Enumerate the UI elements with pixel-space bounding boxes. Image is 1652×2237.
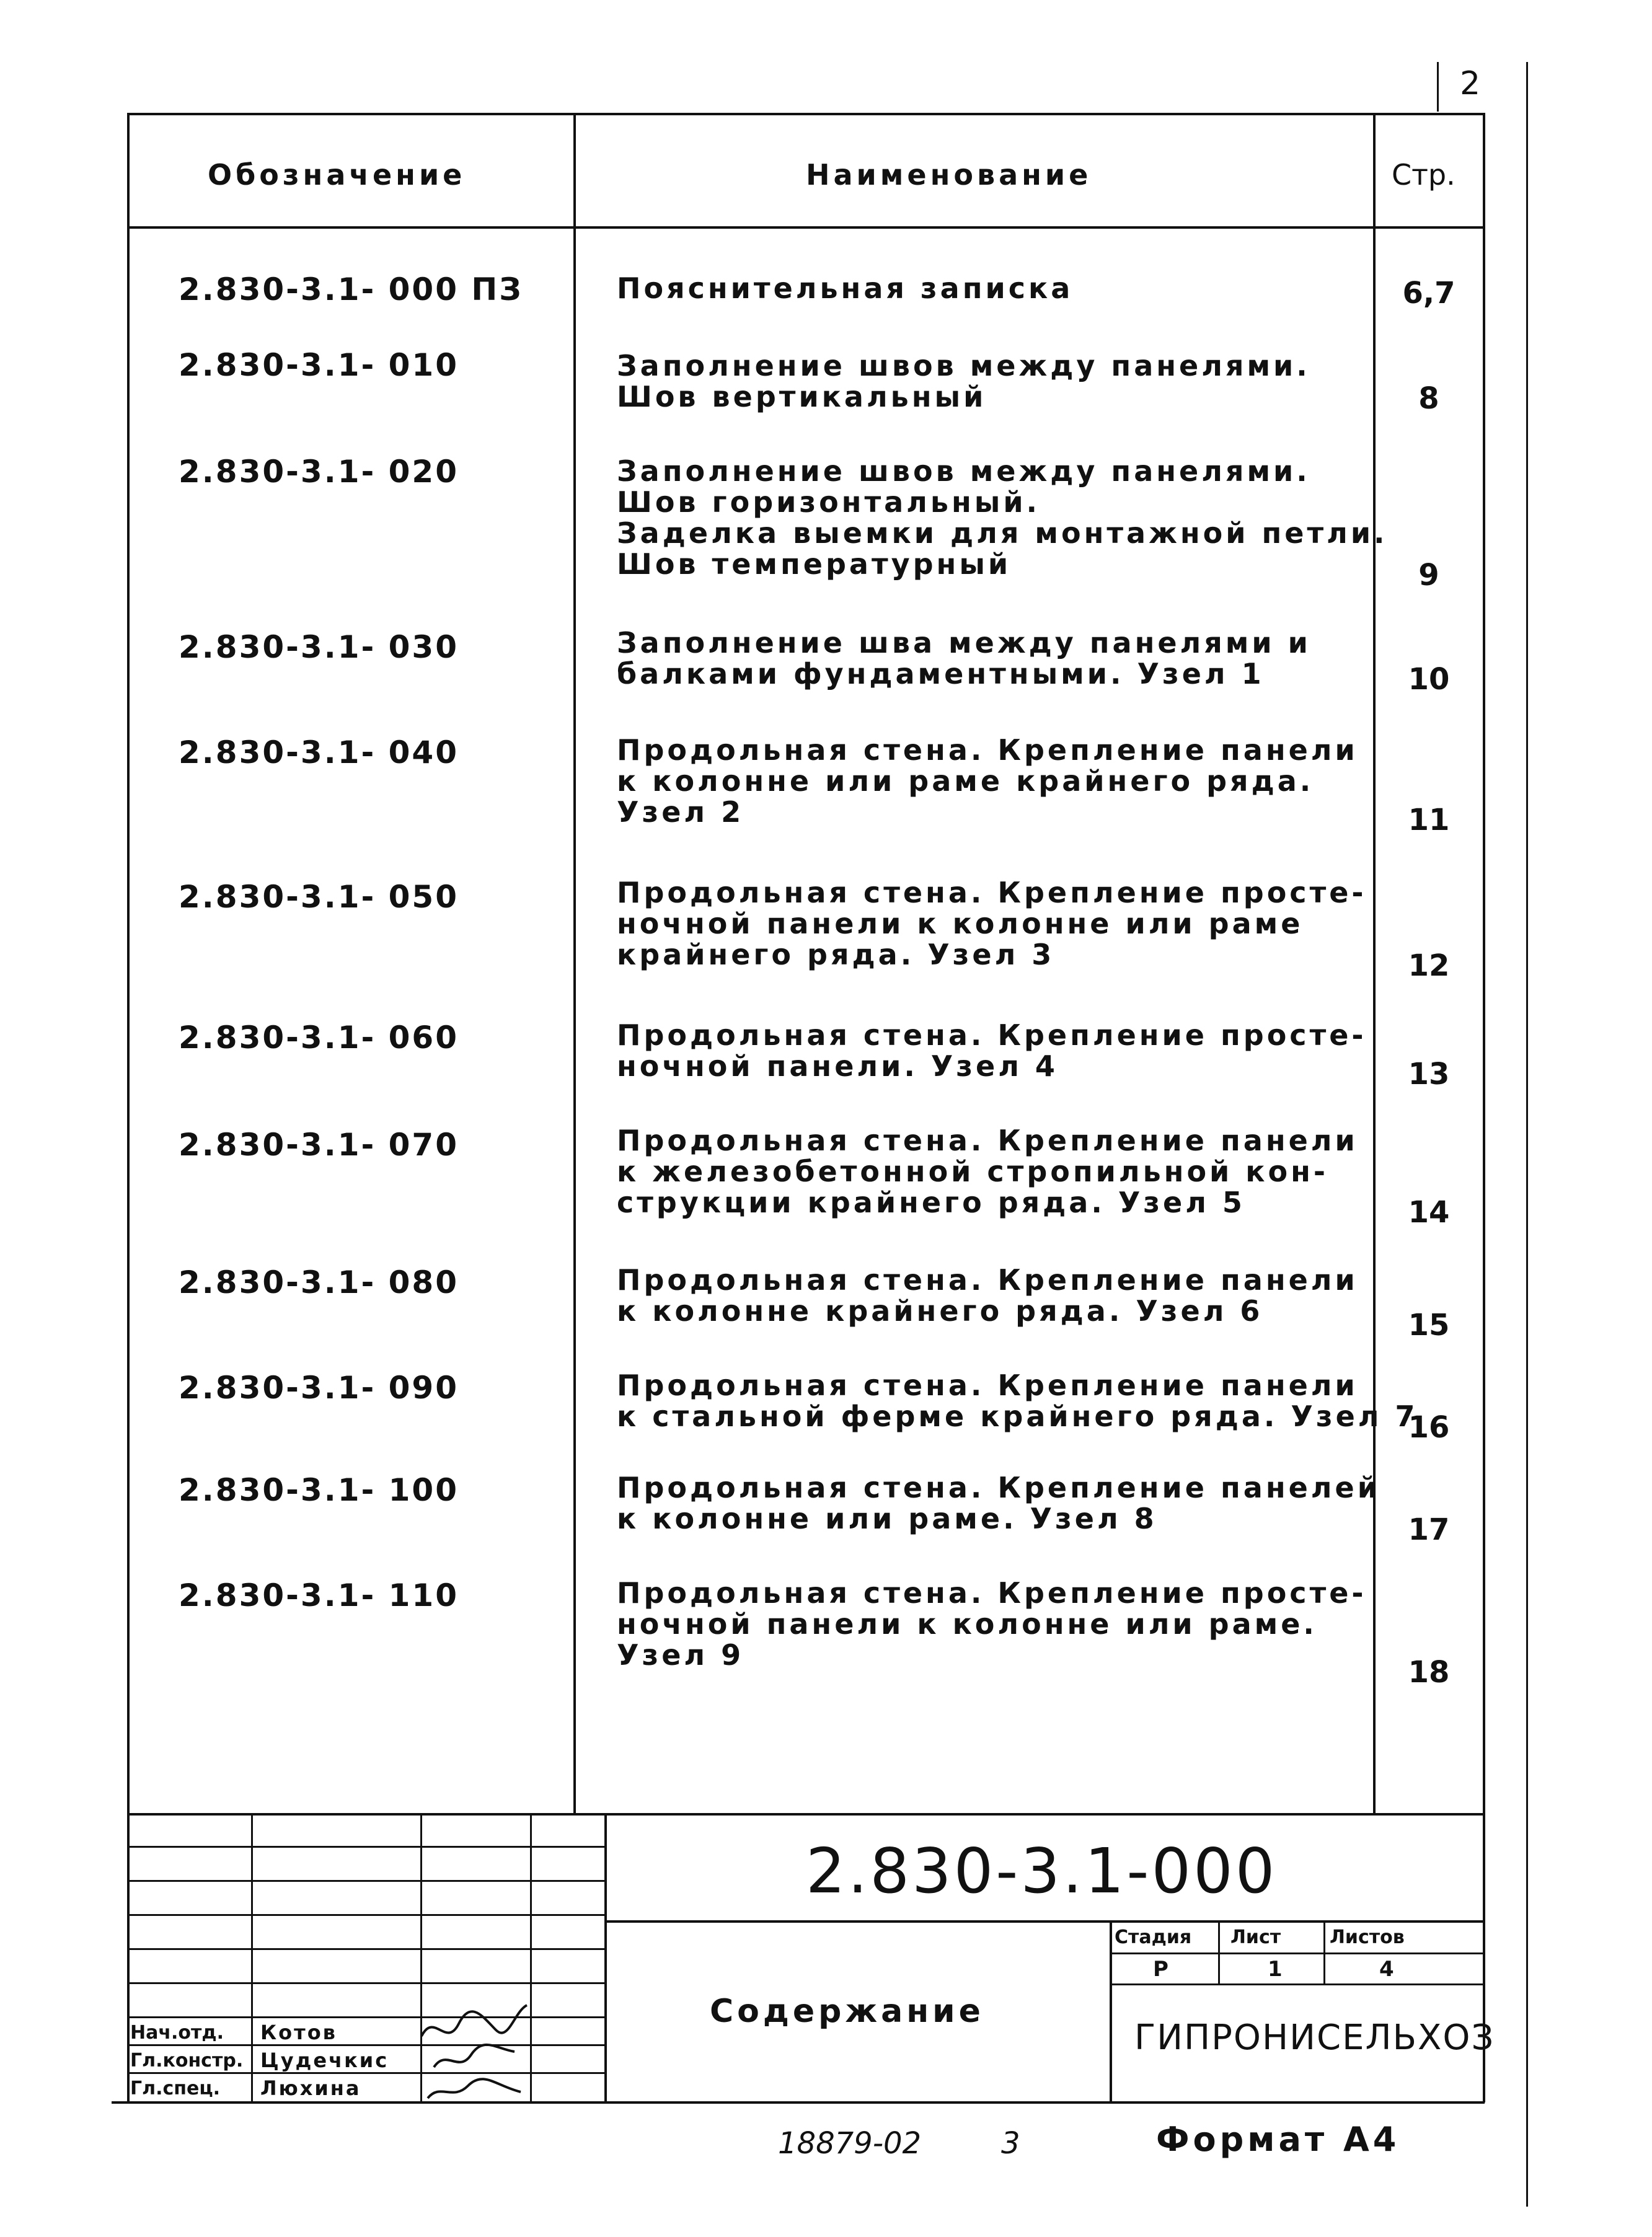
row-name: Заполнение швов между панелями. Шов горизонтальный. Заделка выемки для монтажной петли. Шов температурный xyxy=(617,454,1388,581)
row-page: 8 xyxy=(1418,381,1439,416)
row-code: 2.830-3.1- 000 ПЗ xyxy=(179,271,523,307)
signature-role-2: Гл.констр. xyxy=(130,2050,244,2072)
row-code: 2.830-3.1- 090 xyxy=(179,1370,459,1406)
stage-col-1 xyxy=(1218,1920,1220,1985)
format-label: Формат А4 xyxy=(1156,2120,1400,2159)
page-number-divider xyxy=(1437,62,1439,112)
row-name: Продольная стена. Крепление панели к колонне крайнего ряда. Узел 6 xyxy=(617,1263,1358,1328)
row-code: 2.830-3.1- 080 xyxy=(179,1264,459,1300)
row-code: 2.830-3.1- 020 xyxy=(179,454,459,490)
row-name: Продольная стена. Крепление панелей к колонне или раме. Узел 8 xyxy=(617,1471,1380,1535)
row-code: 2.830-3.1- 060 xyxy=(179,1020,459,1056)
sheet-label: Лист xyxy=(1230,1926,1281,1948)
sig-row-3 xyxy=(127,1914,604,1916)
stage-box-left xyxy=(1110,1920,1112,2103)
row-code: 2.830-3.1- 100 xyxy=(179,1472,459,1508)
stage-value: Р xyxy=(1153,1957,1168,1982)
row-name: Продольная стена. Крепление панели к стальной ферме крайнего ряда. Узел 7 xyxy=(617,1369,1418,1433)
signature-name-1: Котов xyxy=(260,2021,337,2044)
frame-top xyxy=(127,113,1485,115)
stage-label: Стадия xyxy=(1115,1926,1192,1948)
row-name: Продольная стена. Крепление просте- ночной панели к колонне или раме. Узел 9 xyxy=(617,1576,1367,1672)
sig-row-4 xyxy=(127,1948,604,1950)
stage-row-1 xyxy=(1110,1952,1485,1954)
signature-role-1: Нач.отд. xyxy=(130,2022,224,2044)
row-page: 9 xyxy=(1418,558,1439,593)
row-code: 2.830-3.1- 030 xyxy=(179,629,459,665)
sig-row-1 xyxy=(127,1846,604,1848)
row-page: 10 xyxy=(1408,662,1450,697)
header-page: Стр. xyxy=(1392,158,1455,192)
sig-col-1 xyxy=(251,1813,253,2103)
copy-number: 3 xyxy=(1001,2126,1020,2161)
row-name: Заполнение шва между панелями и балками фундаментными. Узел 1 xyxy=(617,626,1311,691)
signature-name-2: Цудечкис xyxy=(260,2049,389,2072)
title-block-mid-line xyxy=(604,1920,1485,1923)
row-page: 16 xyxy=(1408,1410,1450,1445)
header-bottom-line xyxy=(127,226,1485,229)
frame-bottom xyxy=(112,2101,1485,2104)
sig-row-5 xyxy=(127,1982,604,1984)
document-title: Содержание xyxy=(710,1993,984,2030)
right-margin-line xyxy=(1526,62,1528,2207)
stage-col-2 xyxy=(1323,1920,1325,1985)
inventory-number: 18879-02 xyxy=(778,2126,922,2161)
sheets-value: 4 xyxy=(1379,1957,1394,1982)
row-page: 6,7 xyxy=(1402,276,1455,311)
row-page: 14 xyxy=(1408,1195,1450,1230)
row-code: 2.830-3.1- 070 xyxy=(179,1127,459,1163)
row-code: 2.830-3.1- 040 xyxy=(179,735,459,770)
row-name: Продольная стена. Крепление панели к железобетонной стропильной кон- струкции крайнего ряда. Узел 5 xyxy=(617,1124,1358,1219)
header-designation: Обозначение xyxy=(208,158,466,192)
page-number: 2 xyxy=(1460,65,1481,102)
row-code: 2.830-3.1- 010 xyxy=(179,347,459,383)
signature-scribbles xyxy=(409,1993,533,2104)
row-name: Продольная стена. Крепление просте- ночной панели. Узел 4 xyxy=(617,1018,1367,1083)
row-page: 12 xyxy=(1408,948,1450,983)
row-page: 18 xyxy=(1408,1655,1450,1690)
signature-role-3: Гл.спец. xyxy=(130,2078,220,2099)
document-code: 2.830-3.1-000 xyxy=(806,1835,1278,1907)
row-page: 13 xyxy=(1408,1057,1450,1092)
row-code: 2.830-3.1- 110 xyxy=(179,1577,459,1613)
sig-row-2 xyxy=(127,1880,604,1882)
sheet-value: 1 xyxy=(1268,1957,1283,1982)
signature-name-3: Люхина xyxy=(260,2076,361,2100)
column-divider-2 xyxy=(1373,113,1376,1814)
title-block-top xyxy=(127,1813,1485,1816)
row-page: 11 xyxy=(1408,803,1450,837)
row-name: Продольная стена. Крепление панели к колонне или раме крайнего ряда. Узел 2 xyxy=(617,733,1358,829)
row-code: 2.830-3.1- 050 xyxy=(179,879,459,915)
row-name: Продольная стена. Крепление просте- ночной панели к колонне или раме крайнего ряда. Узел 3 xyxy=(617,876,1367,971)
row-page: 15 xyxy=(1408,1308,1450,1343)
frame-right xyxy=(1483,113,1485,2102)
row-name: Заполнение швов между панелями. Шов вертикальный xyxy=(617,349,1310,413)
stage-row-2 xyxy=(1110,1983,1485,1985)
title-block-divider-main xyxy=(604,1813,607,2103)
frame-left xyxy=(127,113,130,2102)
header-name: Наименование xyxy=(806,158,1092,192)
organization-name: ГИПРОНИСЕЛЬХОЗ xyxy=(1134,2018,1495,2058)
column-divider-1 xyxy=(573,113,576,1814)
sheets-label: Листов xyxy=(1330,1926,1405,1948)
row-name: Пояснительная записка xyxy=(617,271,1074,305)
row-page: 17 xyxy=(1408,1512,1450,1547)
